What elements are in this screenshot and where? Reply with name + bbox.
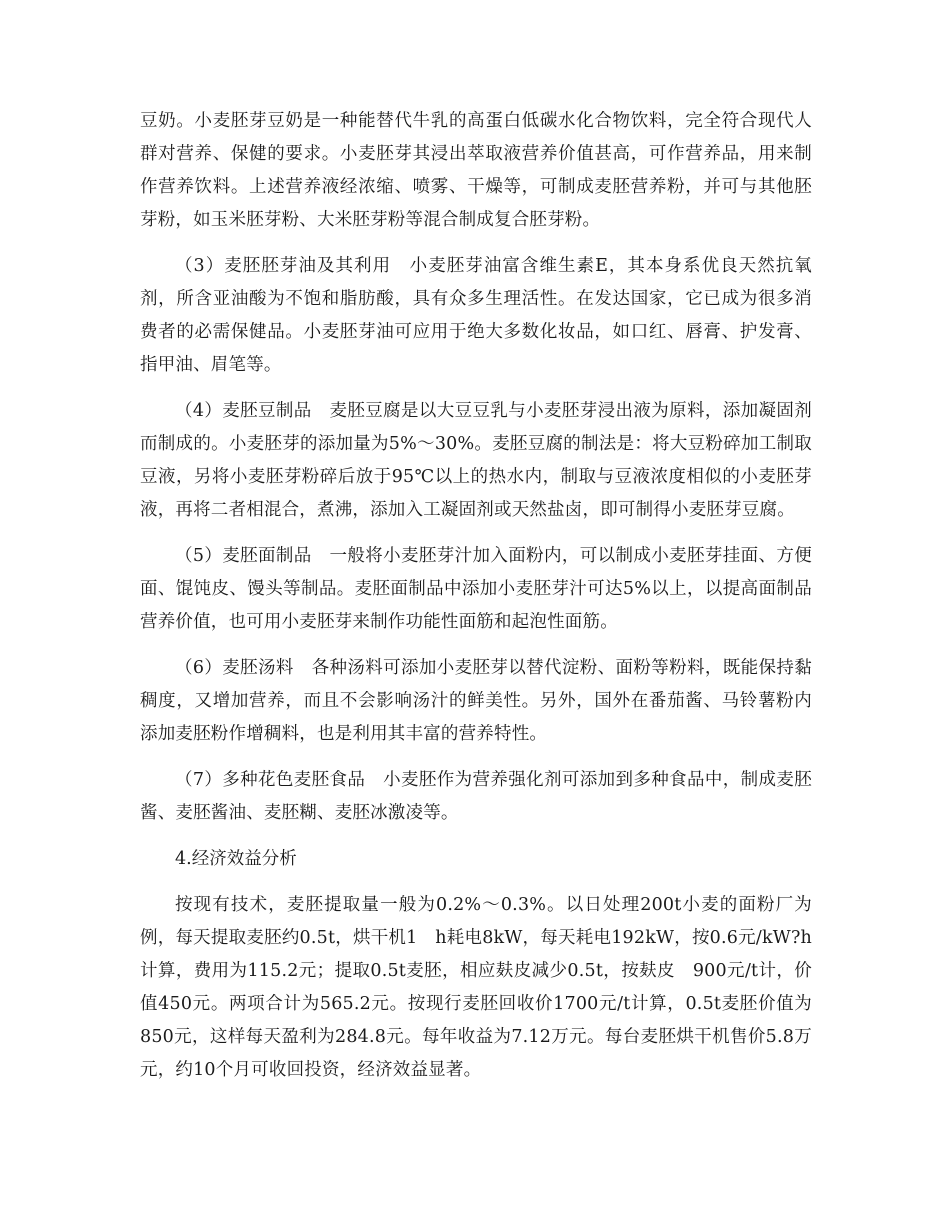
paragraph-soy-milk: 豆奶。小麦胚芽豆奶是一种能替代牛乳的高蛋白低碳水化合物饮料，完全符合现代人群对营养、保健的要求。小麦胚芽其浸出萃取液营养价值甚高，可作营养品，用来制作营养饮料。上述营养液经浓缩、喷雾、干燥等，可制成麦胚营养粉，并可与其他胚芽粉，如玉米胚芽粉、大米胚芽粉等混合制成复合胚芽粉。 (140, 111, 812, 230)
paragraph-germ-tofu: （4）麦胚豆制品 麦胚豆腐是以大豆豆乳与小麦胚芽浸出液为原料，添加凝固剂而制成的。小麦胚芽的添加量为5%～30%。麦胚豆腐的制法是：将大豆粉碎加工制取豆液，另将小麦胚芽粉碎后放于95℃以上的热水内，制取与豆液浓度相似的小麦胚芽液，再将二者相混合，煮沸，添加入工凝固剂或天然盐卤，即可制得小麦胚芽豆腐。 (140, 401, 812, 520)
document-page (140, 105, 812, 1100)
paragraph-economic-analysis: 按现有技术，麦胚提取量一般为0.2%～0.3%。以日处理200t小麦的面粉厂为例，每天提取麦胚约0.5t，烘干机1 h耗电8kW，每天耗电192kW，按0.6元/kW?h计算，费用为115.2元；提取0.5t麦胚，相应麸皮减少0.5t，按麸皮 900元/t计，价值450元。两项合计为565.2元。按现行麦胚回收价1700元/t计算，0.5t麦胚价值为850元，这样每天盈利为284.8元。每年收益为7.12万元。每台麦胚烘干机售价5.8万元，约10个月可收回投资，经济效益显著。 (140, 895, 812, 1080)
paragraph-soup-base: （6）麦胚汤料 各种汤料可添加小麦胚芽以替代淀粉、面粉等粉料，既能保持黏稠度，又增加营养，而且不会影响汤汁的鲜美性。另外，国外在番茄酱、马铃薯粉内添加麦胚粉作增稠料，也是利用其丰富的营养特性。 (140, 658, 812, 744)
paragraph-various-foods: （7）多种花色麦胚食品 小麦胚作为营养强化剂可添加到多种食品中，制成麦胚酱、麦胚酱油、麦胚糊、麦胚冰激凌等。 (140, 770, 812, 823)
section-heading: 4.经济效益分析 (175, 849, 297, 869)
paragraph-germ-oil: （3）麦胚胚芽油及其利用 小麦胚芽油富含维生素E，其本身系优良天然抗氧剂，所含亚油酸为不饱和脂肪酸，具有众多生理活性。在发达国家，它已成为很多消费者的必需保健品。小麦胚芽油可应用于绝大多数化妆品，如口红、唇膏、护发膏、指甲油、眉笔等。 (140, 256, 812, 375)
paragraph-noodle-products: （5）麦胚面制品 一般将小麦胚芽汁加入面粉内，可以制成小麦胚芽挂面、方便面、馄饨皮、馒头等制品。麦胚面制品中添加小麦胚芽汁可达5%以上，以提高面制品营养价值，也可用小麦胚芽来制作功能性面筋和起泡性面筋。 (140, 546, 812, 632)
